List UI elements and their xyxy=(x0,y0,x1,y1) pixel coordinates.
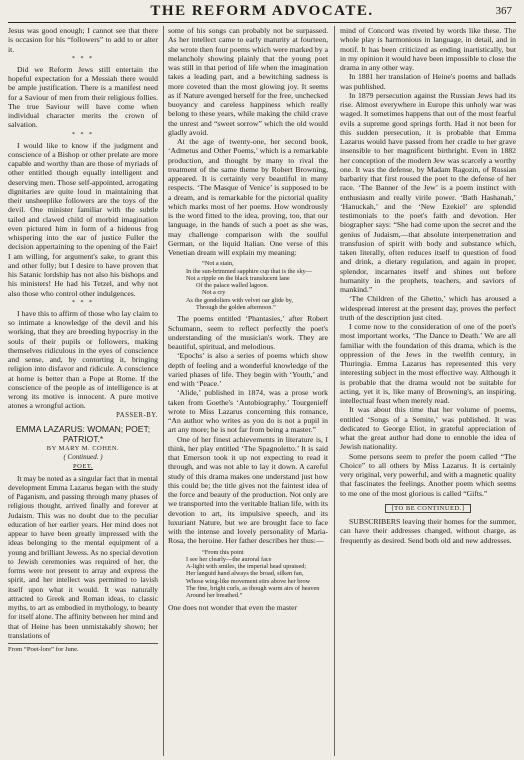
paragraph: ‘The Children of the Ghetto,’ which has aroused a widespread interest at the present day, proves the perfect truth of the description just cited. xyxy=(340,294,516,322)
to-be-continued-label xyxy=(340,504,516,513)
paragraph: In 1879 persecution against the Russian Jews had its rise. Almost everywhere in Europe this unholy war was waged. It sometimes happens that out of the most fearful evils a supreme good springs forth. Had it not been for this sudden persecution, it is probable that Emma Lazarus would have passed from her cradle to her grave insensible to her magnificent birthright. Even in 1882 her conception of the modern Jew was scarcely a worthy one. It was the defense, by Madam Ragozin, of Russian barbarity that first roused the poet to the defense of her race. ‘The Banner of the Jew’ is a poem instinct with enthusiasm and really virile power. ‘Bath Hashanah,’ ‘Hanuckah,’ and the ‘New Ezekiel’ are splendid testimonials to the poet's faith and devotion. Her biographer says: “She had come upon the secret and the genius of Judaism,—that absolute interpenetration and transfusion of spirit with body and substance which, taken literally, often reduces itself to question of food and drink, a dietary regulation, and again in proper, splendor, incarnates itself and shines out before humanity in the prophets, teachers, and saviors of mankind.” xyxy=(340,90,516,294)
column-divider xyxy=(334,26,335,756)
paragraph: At the age of twenty-one, her second book, ‘Admetus and Other Poems,’ which is a remarkable production, and thought by many to rival the treatment of the same theme by Robert Browning, appeared. It is certainly very beautiful in many respects. ‘The Masque of Venice’ is supposed to be a dream, and is remarkable for the pictorial quality which marks most of her poems. How wondrously is the word fitted to the idea, proving, too, that our language, in the hands of such a poet as she was, may challenge comparison with the soulful German, or the liquid Italian. One verse of this Venetian dream will explain my meaning: xyxy=(168,137,328,257)
subscriber-notice: SUBSCRIBERS leaving their homes for the summer, can have their addresses changed, without charge, as frequently as desired. Send both old and new addresses. xyxy=(340,517,516,545)
poem-line: Of the palace walled lagoon. xyxy=(196,282,269,290)
poem-quote xyxy=(186,549,328,600)
section-break: * * * xyxy=(72,55,94,62)
section-break: * * * xyxy=(72,299,94,306)
paragraph: I come now to the consideration of one of the poet's most important works, ‘The Dance to Death.’ We are all familiar with the foundation of this drama, which is the oppression of the Jews in the twelfth century, in Thuringia. Emma Lazarus has represented this very interesting subject in the most effective way. Although it is probable that the drama would not be suitable for acting, yet it is, like many of Browning's, an inspiring, intellectual feast when merely read. xyxy=(340,322,516,405)
paragraph: It was about this time that her volume of poems, entitled ‘Songs of a Semite,’ was published. It was dedicated to George Eliot, in grateful appreciation of what the great author had done to ennoble the idea of Jewish nationality. xyxy=(340,405,516,452)
paragraph: I would like to know if the judgment and conscience of a Bishop or other prelate are more capable and worthy than are those of myriads of other entitled though equally intelligent and deserving men. Those self-appointed, arrogating dignitaries are quite loud in maintaining that their unsheeplike followers are the toys of the devil. One minister familiar with the subtle tailed and clawed child of morbid imagination even pictured him in form of a hideous frog whispering into the ear of justice Fuller the decision appertaining to the opening of the Fair! I am willing, for argument's sake, to grant this and other folly; but I desire to have proven that his Satanic lordship has not also his bishops and his ministers! He had his Tetzel, and why not also those who control other indulgences. xyxy=(8,140,158,298)
poem-line: Her languid hand always the broad, silken fan, xyxy=(186,570,304,578)
poem-line: Whose wing-like movement stirs above her brow xyxy=(186,577,311,585)
signature: PASSER-BY. xyxy=(116,411,158,419)
paragraph: One does not wonder that even the master xyxy=(168,602,298,612)
column-divider xyxy=(163,26,164,756)
continued-label: ( Continued. ) xyxy=(63,453,103,461)
paragraph: One of her finest achievements in literature is, I think, her play entitled ‘The Spagnoletto.’ It is said that Emerson took it up not expecting to read it through, and was not able to lay it down. A careful study of this drama makes one understand just how this could be; the title gives not the faintest idea of the force and beauty of the production. Not only are we transported into the veritable Italian life, with its devotion to art, its impulsive speech, and its luxuriant Nature, but we are brought face to face with the intense and lovely personality of Maria-Rosa, the heroine. Her father describes her thus:— xyxy=(168,434,328,546)
paragraph: some of his songs can probably not be surpassed. As her intellect came to early maturity at fourteen, she wrote then four poems which were marked by a melancholy showing plainly that the young poet was still in that period of life when the imagination takes a leading part, and a bewitching sadness is more coveted than the most glowing joy. It seems as if Nature avenged herself for the free, unchecked buoyancy and careless happiness which really belong to these years, while making the child crave the unrest and “sweet sorrow” which the old would gladly avoid. xyxy=(168,26,328,137)
masthead: THE REFORM ADVOCATE. xyxy=(150,3,374,19)
section-heading: POET. xyxy=(73,463,93,471)
poem-quote xyxy=(186,260,328,311)
byline: BY MARY M. COHEN. xyxy=(46,444,120,452)
page-header xyxy=(8,2,516,23)
paragraph: I have this to affirm of those who lay claim to so intimate a knowledge of the devil and his working, that they are breeding hypocrisy in the souls of their pupils or followers, making themselves ridiculous in the eyes of conscience and sense, and, by contorting it, bringing religion into disfavor and ridicule. A conscience at home is better than a Pope at Rome. If the conscience of the people as of intelligence is at wrong its motive is innocent. A pure motive atones a wrongful action. xyxy=(8,308,158,411)
paragraph: Did we Reform Jews still entertain the hopeful expectation for a Messiah there would be ample justification. There is a manifest need for a Saviour of men from their religious follies. The true Saviour will have come when individual character merits the crown of salvation. xyxy=(8,64,158,130)
section-break: * * * xyxy=(72,131,94,138)
paragraph: The poems entitled ‘Phantasies,’ after Robert Schumann, seem to reflect perfectly the poet's understanding of the musician's work. They are beautiful, spiritual, and melodious. xyxy=(168,314,328,352)
poem-line: A-light with smiles, the imperial head upraised; xyxy=(186,563,307,571)
footnote: From “Poet-lore” for June. xyxy=(8,643,158,654)
poem-line: Through the golden afternoon.” xyxy=(196,304,276,312)
paragraph: In 1881 her translation of Heine's poems and ballads was published. xyxy=(340,72,516,91)
poem-line: “Not a stain, xyxy=(202,260,234,268)
poem-line: Not a cry xyxy=(202,289,226,297)
paragraph: ‘Alide,’ published in 1874, was a prose work taken from Goethe's ‘Autobiography.’ Tourgenieff wrote to Miss Lazarus concerning this romance, “An author who writes as you do is not a pupil in art any more; he is not far from being a master.” xyxy=(168,388,328,435)
paragraph: mind of Concord was riveted by words like these. The whole play is harmonious in language, in detail, and in motif. It has been criticized as ending inartistically, but in my opinion it would have been impossible to close the drama in any other way. xyxy=(340,26,516,72)
column-2 xyxy=(168,26,328,756)
paragraph: Jesus was good enough; I cannot see that there is occasion for his “followers” to add to or alter it. xyxy=(8,26,158,54)
poem-line: “From this point xyxy=(202,548,244,556)
paragraph: It may be noted as a singular fact that in mental development Emma Lazarus began with the study of Paganism, and passing through many phases of religious thought, arrived finally and forever at Judaism. This was no doubt due to the peculiar education of her earlier years. Her mind does not appear to have been greatly impressed with the ideas belonging to the mental equipment of a young and brilliant Jewess. As no special devotion to Jewish ceremonies was required of her, the forms were not present to array and express the spirit, and her intellect was permitted to lavish itself upon what it would. It was naturally attracted to Greek and Roman ideas, to classic myths, to art as embodied in mythology, to beauty for itself alone. The affinity between her mind and that of Heine has been unmistakably shown; her translations of xyxy=(8,473,158,640)
page-number: 367 xyxy=(495,5,512,17)
article-title: EMMA LAZARUS: WOMAN; POET; PATRIOT.* xyxy=(15,423,151,444)
to-be-continued-text: [TO BE CONTINUED.] xyxy=(385,504,472,513)
poem-line: As the gondoliers with velvet oar glide by, xyxy=(186,296,293,304)
column-3 xyxy=(340,26,516,756)
column-1 xyxy=(8,26,158,756)
poem-line: Around her breathed.” xyxy=(186,592,243,600)
poem-line: Not a ripple on the black translucent lane xyxy=(186,274,290,282)
paragraph: ‘Epochs’ is also a series of poems which show depth of feeling and a wonderful knowledge of the varied phases of life. They begin with ‘Youth,’ and end with ‘Peace.’ xyxy=(168,351,328,389)
paragraph: Some persons seem to prefer the poem called “The Choice” to all others by Miss Lazarus. It is certainly very original, very powerful, and with a magnetic quality that fascinates the feelings. Another poem which seems to me one of the most glorious is called “Gifts.” xyxy=(340,451,516,498)
poem-line: I see her clearly—the auroral face xyxy=(186,555,272,563)
poem-line: The fine, bright curls, as though warm airs of heaven xyxy=(186,585,320,593)
poem-line: In the sun-brimmed sapphire cup that is the sky— xyxy=(186,267,312,275)
